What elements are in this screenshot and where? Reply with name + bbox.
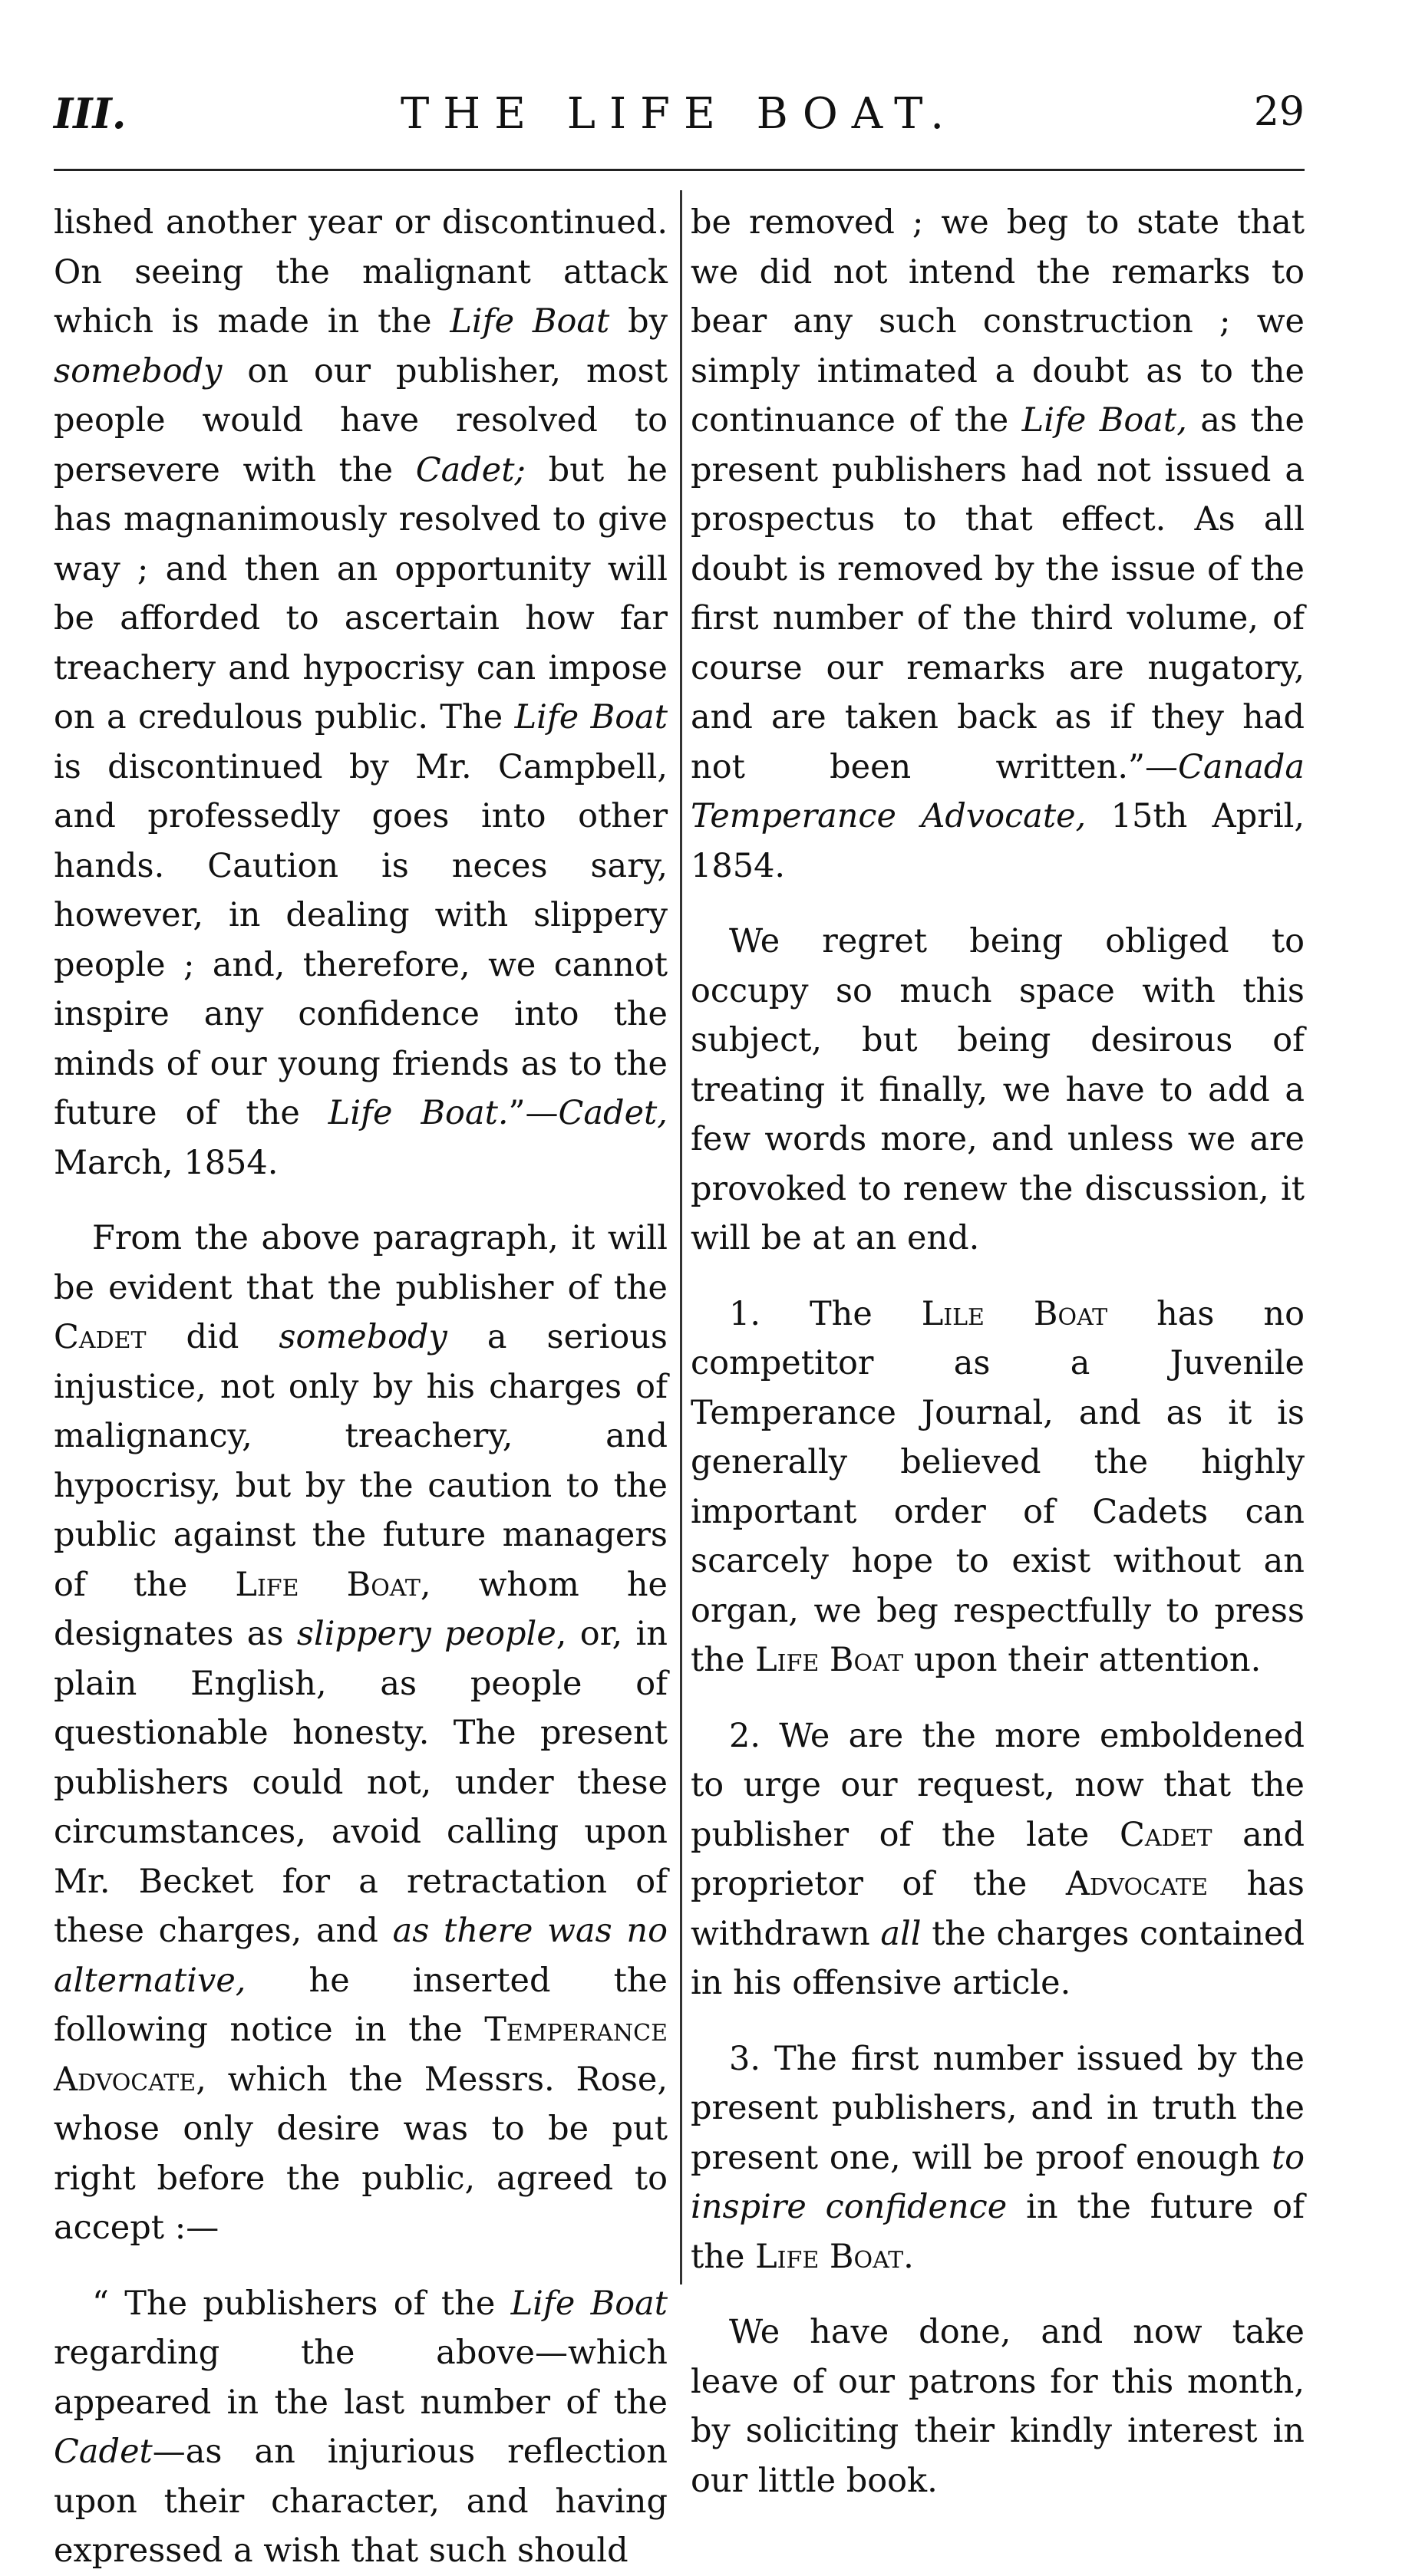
point-three: 3. The first number issued by the present publishers, and in truth the present one, will be proof enough to inspire confidence in the future of the Life Boat. xyxy=(691,2039,1305,2276)
column-divider xyxy=(680,190,682,2284)
paragraph-continued: lished another year or discontinued. On seeing the malignant attack which is made in the Life Boat by somebody on our publisher, most people would have resolved to persevere with the Cadet; but he has magnanimously resolved to give way ; and then an opportunity will be afforded to ascertain how far treachery and hypocrisy can impose on a credulous public. The Life Boat is discontinued by Mr. Campbell, and professedly goes into other hands. Caution is neces sary, however, in dealing with slippery people ; and, therefore, we cannot inspire any confidence into the minds of our young friends as to the future of the Life Boat.”—Cadet, March, 1854. xyxy=(54,203,668,1182)
running-header xyxy=(54,89,1305,143)
left-column xyxy=(54,198,668,2576)
quoted-notice-continued: be removed ; we beg to state that we did not intend the remarks to bear any such construction ; we simply intimated a doubt as to the continuance of the Life Boat, as the present publishers had not issued a prospectus to that effect. As all doubt is removed by the issue of the first number of the third volume, of course our remarks are nugatory, and are taken back as if they had not been written.”—Canada Temperance Advocate, 15th April, 1854. xyxy=(691,203,1305,885)
point-two: 2. We are the more emboldened to urge our request, now that the publisher of the late Cadet and proprietor of the Advocate has withdrawn all the charges contained in his offensive article. xyxy=(691,1716,1305,2002)
closing-paragraph: We have done, and now take leave of our patrons for this month, by soliciting their kindly interest in our little book. xyxy=(691,2313,1305,2500)
right-column xyxy=(691,198,1305,2505)
page-number: 29 xyxy=(1253,89,1305,135)
point-one: 1. The Lile Boat has no competitor as a Juvenile Temperance Journal, and as it is generally believed the highly important order of Cadets can scarcely hope to exist without an organ, we beg respectfully to press the Life Boat upon their attention. xyxy=(691,1294,1305,1679)
header-rule xyxy=(54,169,1305,171)
running-title: THE LIFE BOAT. xyxy=(400,89,958,139)
quoted-notice: “ The publishers of the Life Boat regarding the above—which appeared in the last number of the Cadet—as an injurious reflection upon their character, and having expressed a wish that such should xyxy=(54,2284,668,2570)
volume-numeral: III. xyxy=(54,89,127,138)
paragraph-regret: We regret being obliged to occupy so much space with this subject, but being desirous of treating it finally, we have to add a few words more, and unless we are provoked to renew the discussion, it will be at an end. xyxy=(691,922,1305,1257)
paragraph-evident: From the above paragraph, it will be evident that the publisher of the Cadet did somebody a serious injustice, not only by his charges of malignancy, treachery, and hypocrisy, but by the caution to the public against the future managers of the Life Boat, whom he designates as slippery people, or, in plain English, as people of questionable honesty. The present publishers could not, under these circumstances, avoid calling upon Mr. Becket for a retractation of these charges, and as there was no alternative, he inserted the following notice in the Temperance Advocate, which the Messrs. Rose, whose only desire was to be put right before the public, agreed to accept :— xyxy=(54,1219,668,2247)
